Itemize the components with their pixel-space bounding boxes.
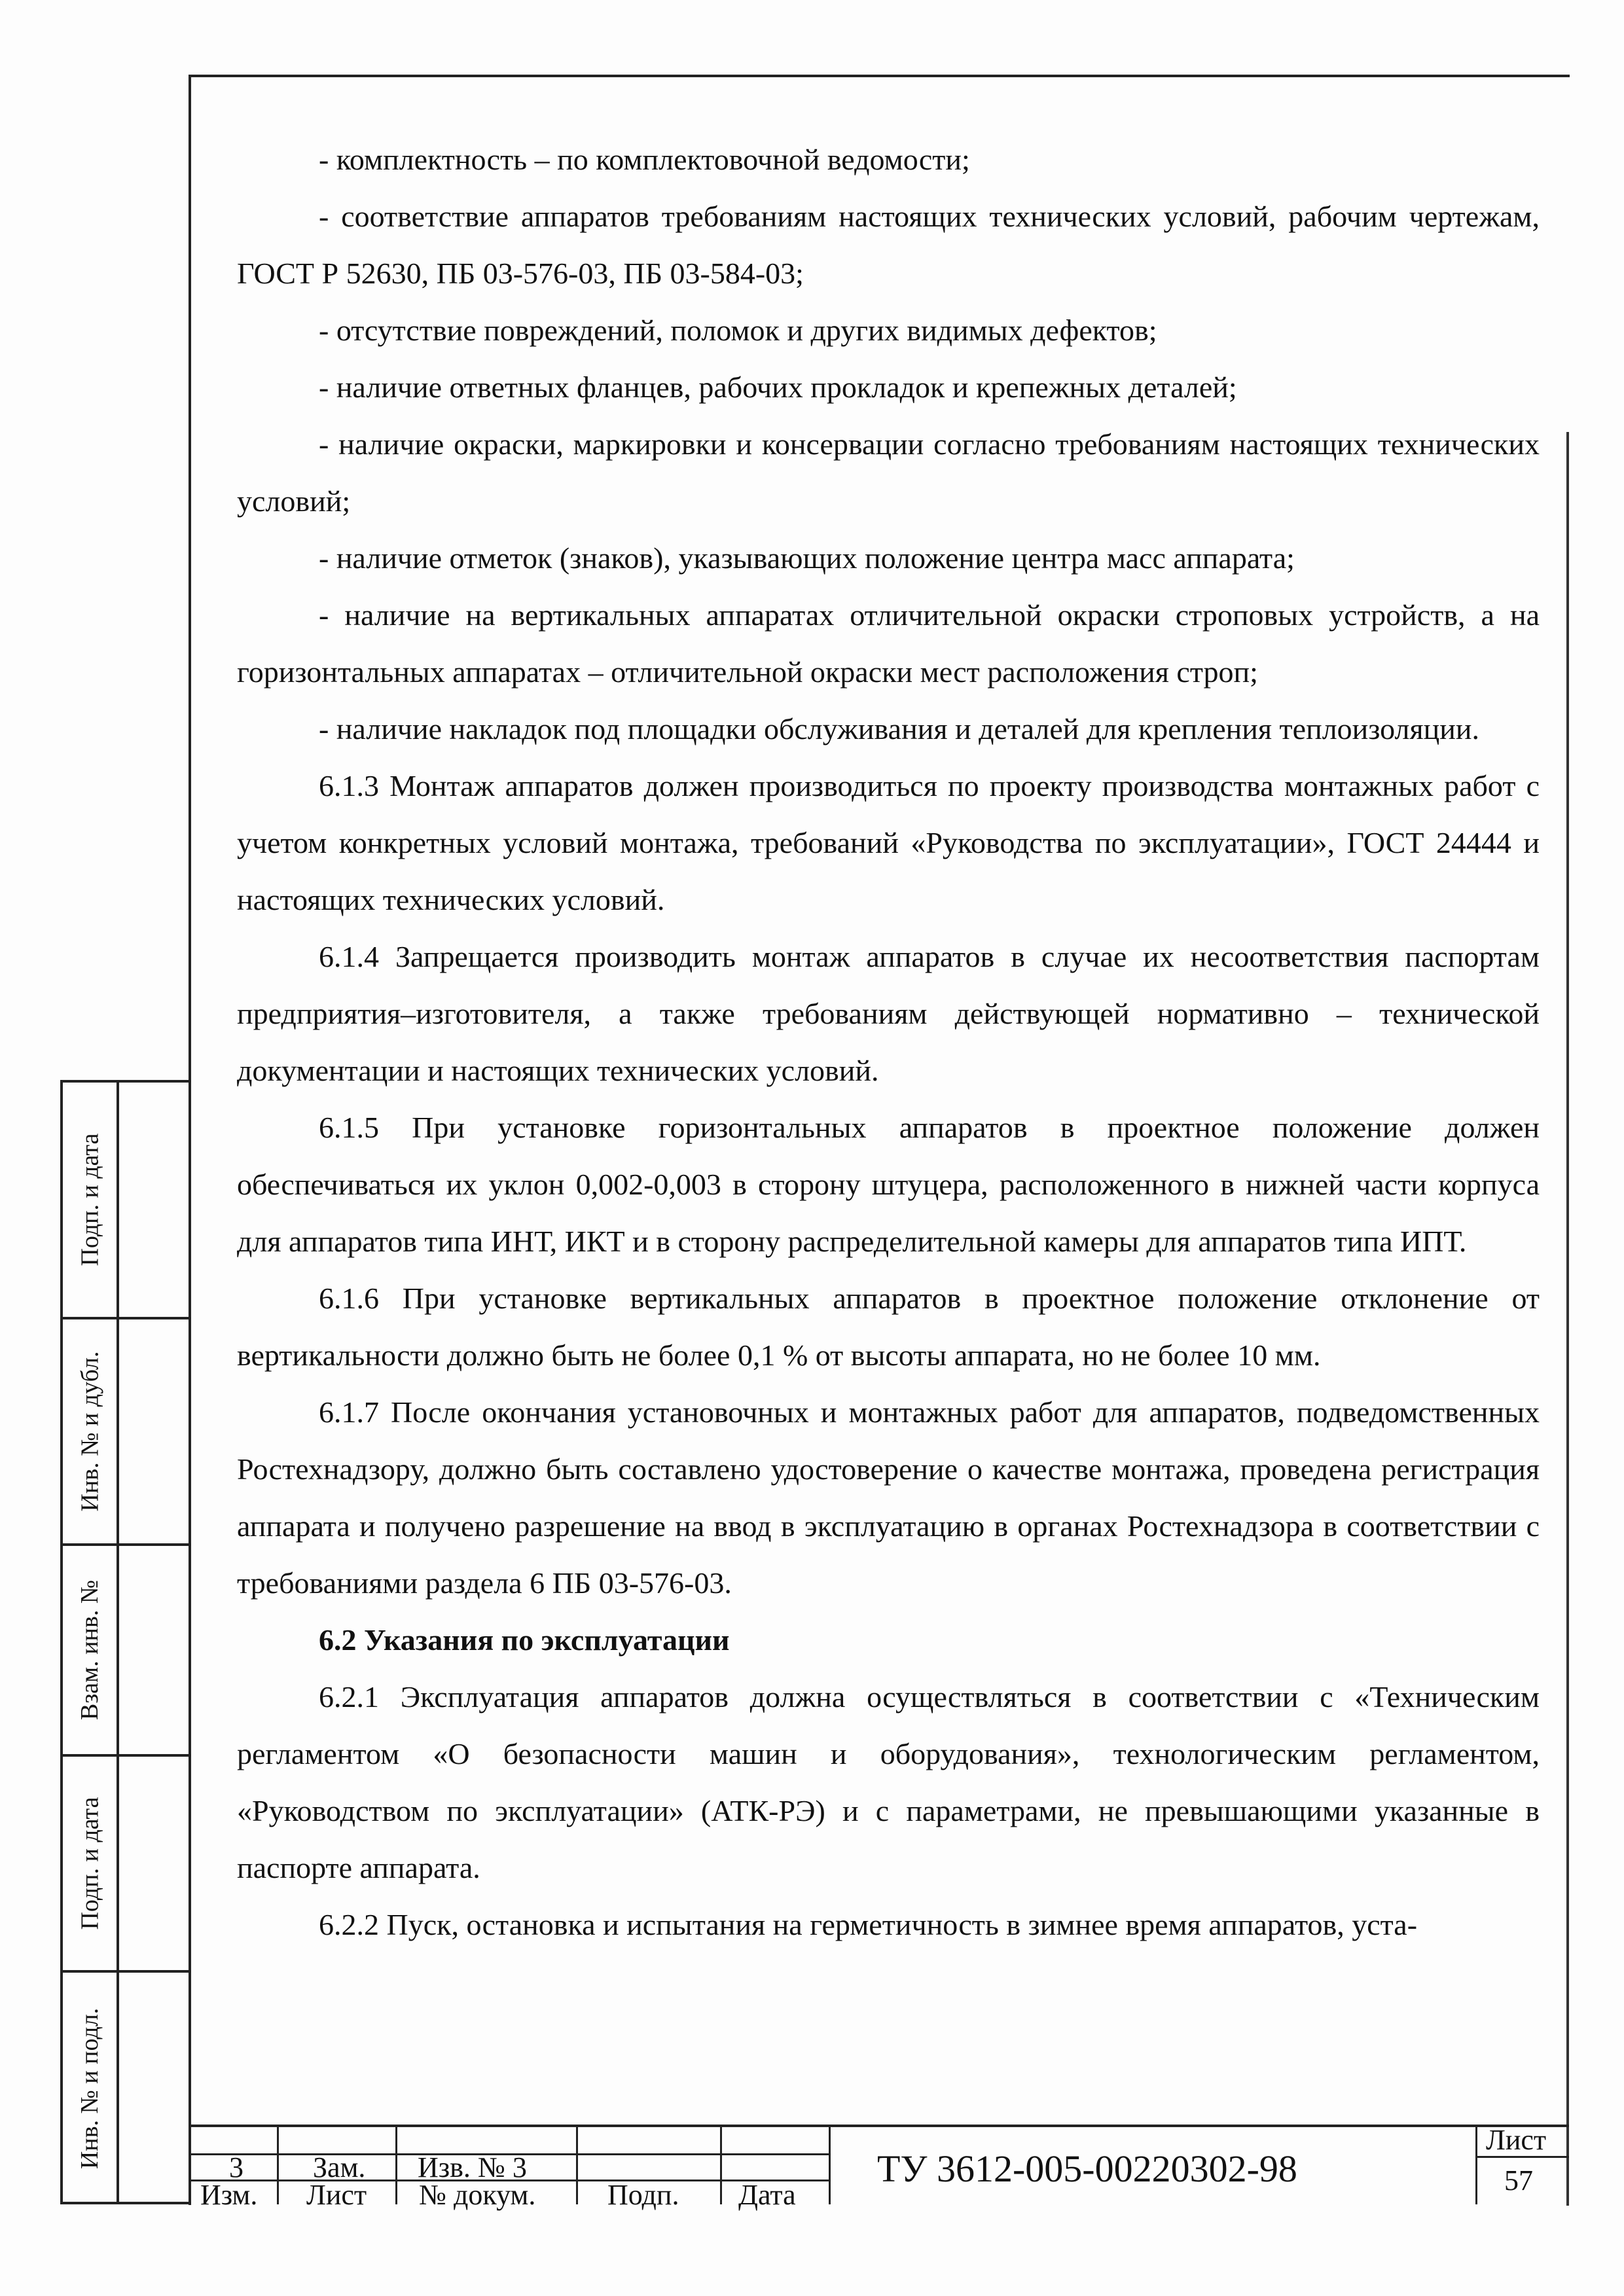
stamp-cell-vzam-inv xyxy=(63,1543,189,1754)
paragraph: - наличие на вертикальных аппаратах отличительной окраски строповых устройств, а на горизонтальных аппаратах – отличительной окраски мест расположения строп; xyxy=(237,598,1540,689)
paragraph: - комплектность – по комплектовочной ведомости; xyxy=(319,143,970,176)
tb-designation: ТУ 3612-005-00220302-98 xyxy=(877,2147,1297,2190)
stamp-cell-sign-date-2 xyxy=(63,1754,189,1970)
frame-left-line xyxy=(189,75,191,2205)
paragraph: - отсутствие повреждений, поломок и других видимых дефектов; xyxy=(319,314,1157,347)
paragraph: 6.1.4 Запрещается производить монтаж аппаратов в случае их несоответствия паспортам предприятия–изготовителя, а также требованиям действующей нормативно – технической документации и настоящих технических условий. xyxy=(237,940,1540,1087)
tb-line xyxy=(720,2127,722,2204)
tb-line xyxy=(576,2127,578,2204)
stamp-label: Инв. № и подл. xyxy=(76,2007,104,2170)
frame-top-line xyxy=(189,75,1570,77)
paragraph: 6.1.3 Монтаж аппаратов должен производиться по проекту производства монтажных работ с учетом конкретных условий монтажа, требований «Руководства по эксплуатации», ГОСТ 24444 и настоящих технических условий. xyxy=(237,769,1540,916)
stamp-cell-inv-podl xyxy=(63,1970,189,2204)
paragraph: - наличие отметок (знаков), указывающих положение центра масс аппарата; xyxy=(319,541,1295,575)
paragraph: 6.1.7 После окончания установочных и монтажных работ для аппаратов, подведомственных Ростехнадзору, должно быть составлено удостоверение о качестве монтажа, проведена регистрация аппарата и получено разрешение на ввод в эксплуатацию в органах Ростехнадзора в соответствии с требованиями раздела 6 ПБ 03-576-03. xyxy=(237,1395,1540,1600)
tb-change-type: Зам. xyxy=(313,2151,366,2183)
stamp-label: Инв. № и дубл. xyxy=(76,1351,103,1512)
frame-right-line xyxy=(1566,432,1569,2206)
tb-revision-number: 3 xyxy=(229,2151,244,2183)
paragraph: - наличие окраски, маркировки и консервации согласно требованиям настоящих технических условий; xyxy=(237,427,1540,518)
paragraph: 6.1.5 При установке горизонтальных аппаратов в проектное положение должен обеспечиваться их уклон 0,002-0,003 в сторону штуцера, расположенного в нижней части корпуса для аппаратов типа ИНТ, ИКТ и в сторону распределительной камеры для аппаратов типа ИПТ. xyxy=(237,1111,1540,1258)
tb-line xyxy=(1475,2127,1477,2204)
paragraph: 6.2.1 Эксплуатация аппаратов должна осуществляться в соответствии с «Техническим регламентом «О безопасности машин и оборудования», технологическим регламентом, «Руководством по эксплуатации» (АТК-РЭ) и с параметрами, не превышающими указанные в паспорте аппарата. xyxy=(237,1680,1540,1884)
stamp-label: Подп. и дата xyxy=(76,1133,104,1266)
paragraph: - соответствие аппаратов требованиям настоящих технических условий, рабочим чертежам, ГОСТ Р 52630, ПБ 03-576-03, ПБ 03-584-03; xyxy=(237,200,1540,290)
tb-sheet-number: 57 xyxy=(1504,2164,1533,2197)
tb-line xyxy=(829,2127,831,2204)
stamp-cell-inv-dubl xyxy=(63,1317,189,1543)
tb-col-izm: Изм. xyxy=(200,2179,258,2211)
tb-col-sign: Подп. xyxy=(607,2179,679,2211)
section-heading: 6.2 Указания по эксплуатации xyxy=(319,1623,730,1657)
tb-col-date: Дата xyxy=(738,2179,796,2211)
document-body xyxy=(237,131,1540,1953)
tb-line xyxy=(395,2127,397,2204)
paragraph: - наличие ответных фланцев, рабочих прокладок и крепежных деталей; xyxy=(319,370,1237,404)
tb-col-doc: № докум. xyxy=(419,2179,536,2211)
paragraph: 6.2.2 Пуск, остановка и испытания на герметичность в зимнее время аппаратов, уста- xyxy=(319,1908,1418,1941)
title-block xyxy=(189,2124,1569,2211)
paragraph: 6.1.6 При установке вертикальных аппаратов в проектное положение отклонение от вертикальности должно быть не более 0,1 % от высоты аппарата, но не более 10 мм. xyxy=(237,1282,1540,1372)
stamp-label: Подп. и дата xyxy=(76,1797,104,1930)
tb-col-list: Лист xyxy=(306,2179,367,2211)
stamp-cell-sign-date-1 xyxy=(63,1083,189,1317)
tb-line xyxy=(277,2127,279,2204)
side-stamp xyxy=(60,1080,189,2204)
tb-notice: Изв. № 3 xyxy=(418,2151,527,2183)
tb-sheet-label: Лист xyxy=(1486,2124,1547,2156)
paragraph: - наличие накладок под площадки обслуживания и деталей для крепления теплоизоляции. xyxy=(319,712,1480,745)
stamp-label: Взам. инв. № xyxy=(76,1579,104,1721)
